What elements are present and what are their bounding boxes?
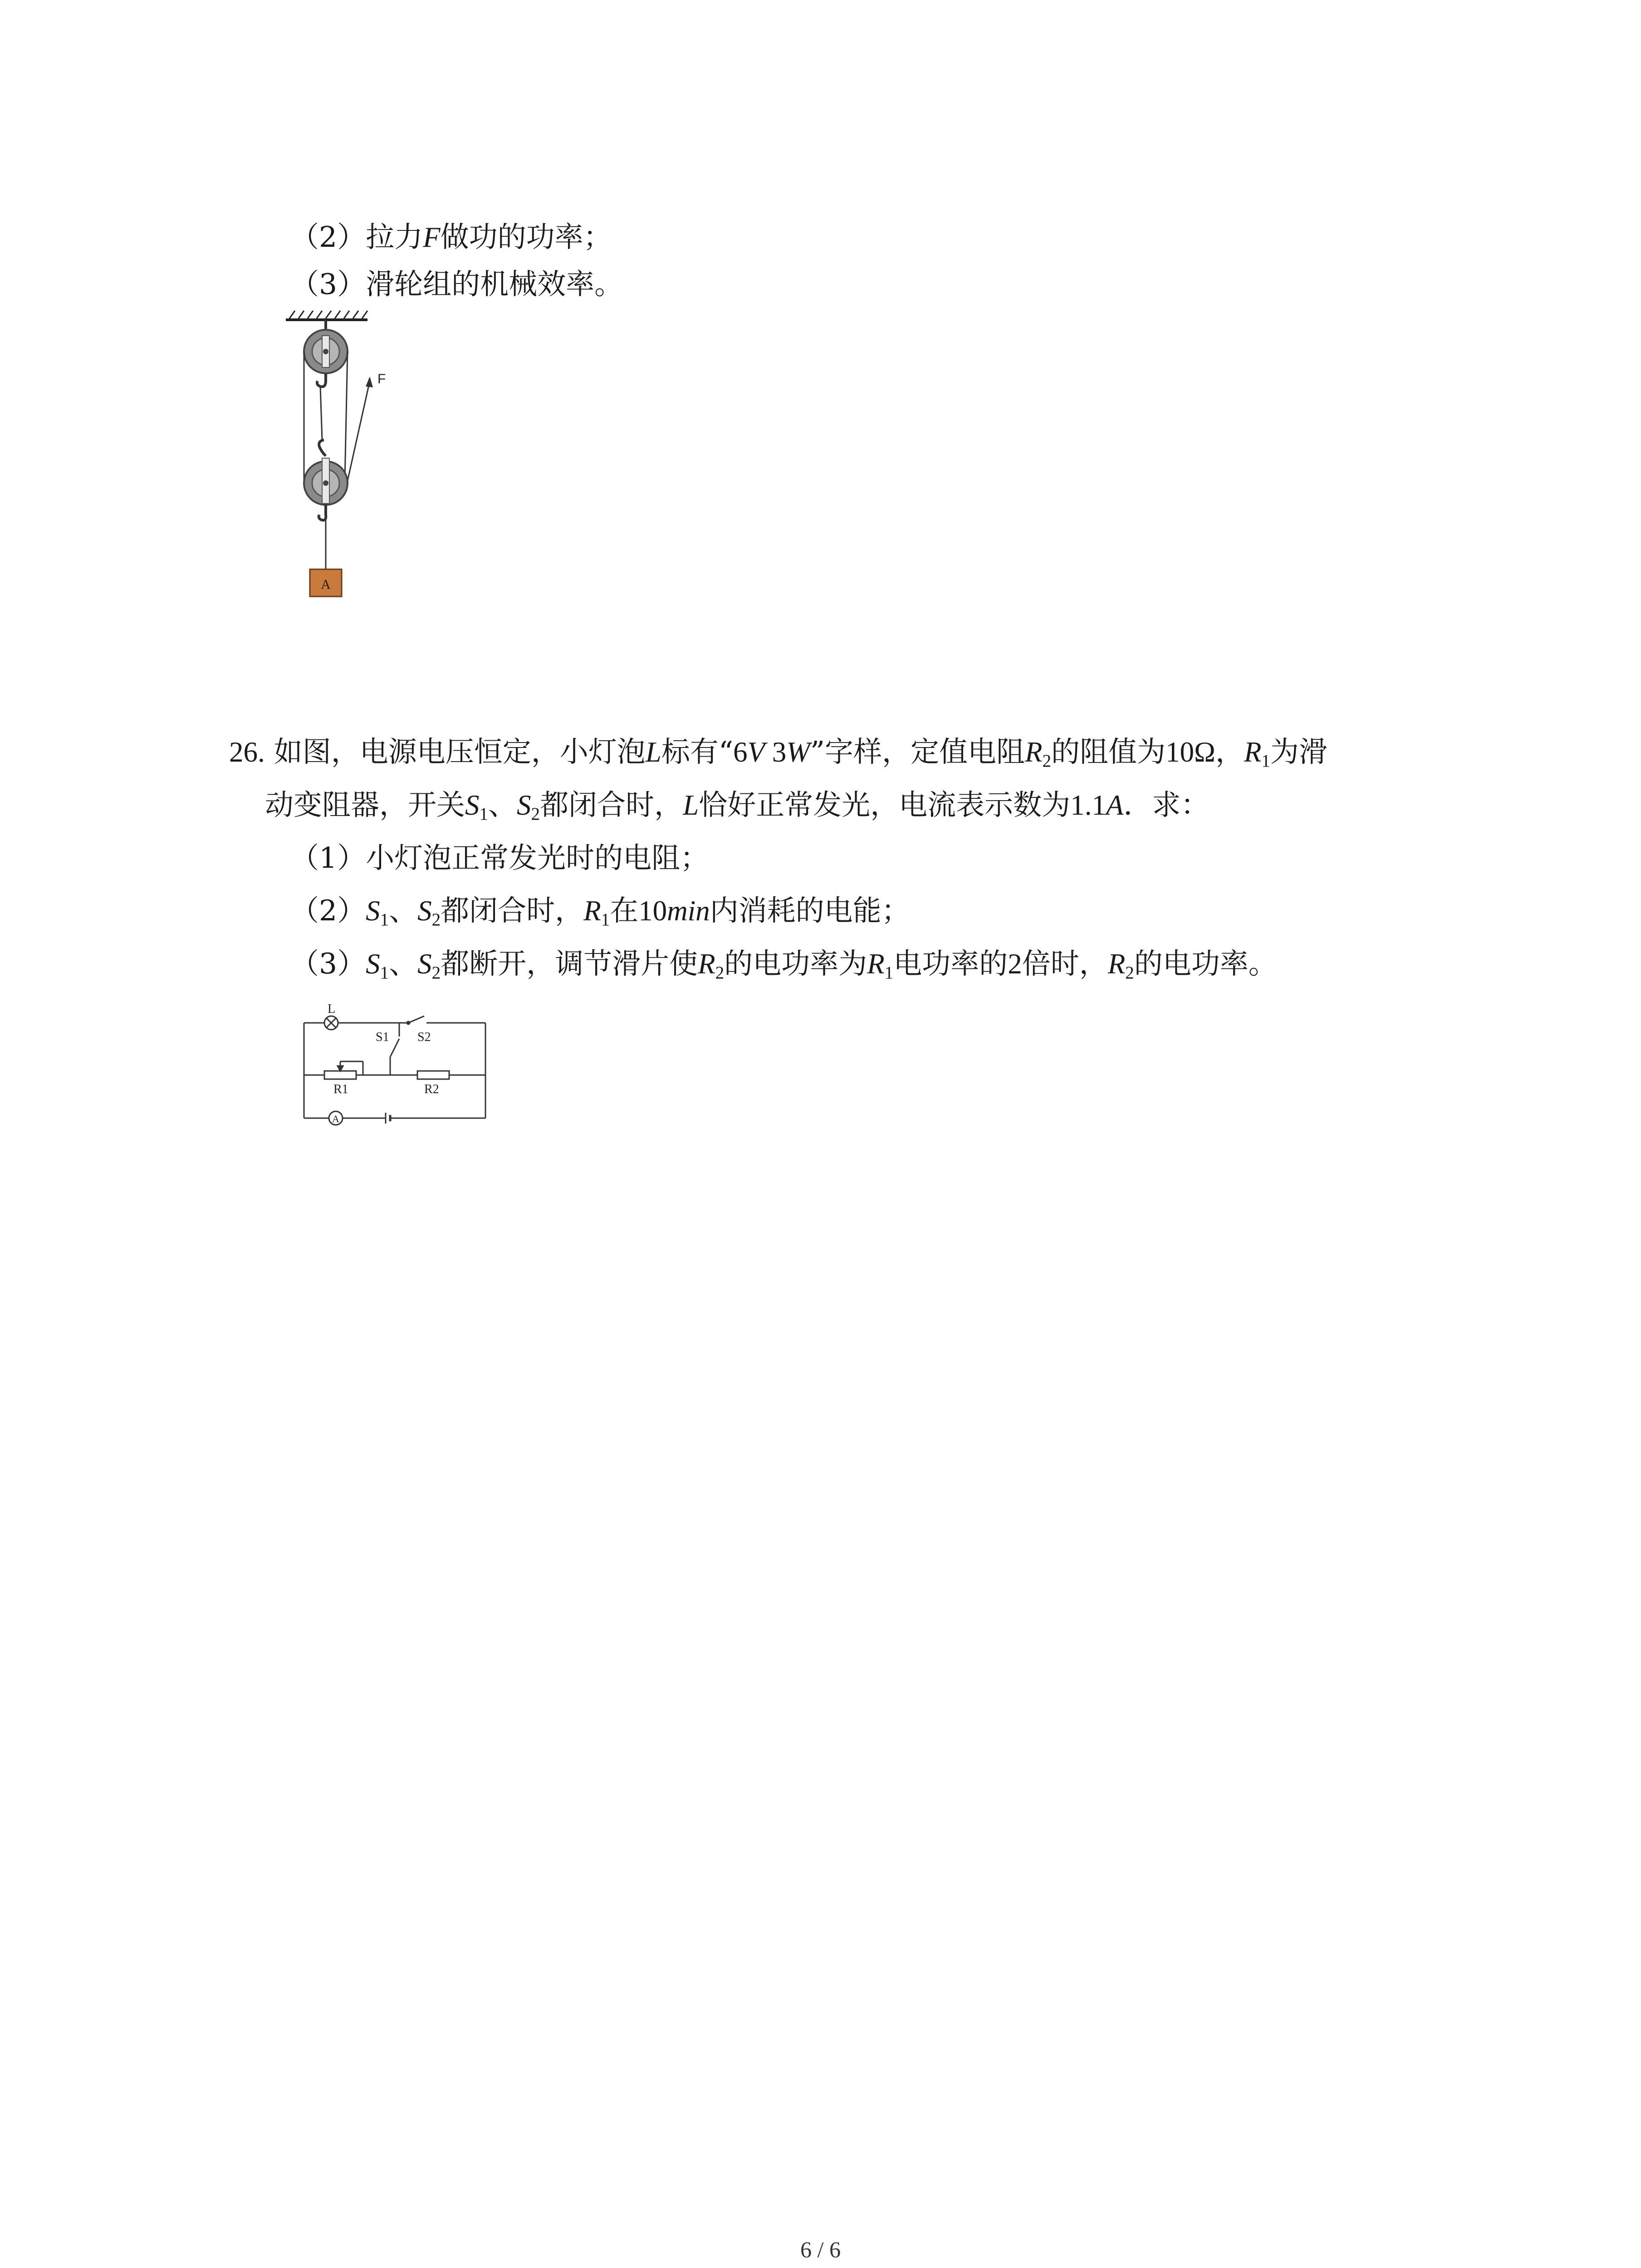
pulley-figure (277, 308, 395, 599)
q26-sub3: $(3)S_1$、$S_2$都断开，调节滑片使$R_2$的电功率为$R_1$电功率的2倍时，$R_2$的电功率。 (290, 947, 1277, 982)
q25-sub3: （3）滑轮组的机械效率。 (290, 268, 623, 301)
page-number: 6 / 6 (800, 2237, 841, 2262)
block-label: A (321, 577, 331, 592)
lamp-label: L (328, 1002, 336, 1016)
ammeter-label: A (332, 1113, 339, 1124)
q26-line1: 26. 如图，电源电压恒定，小灯泡L标有“6V 3W”字样，定值电阻$R_2$的阻值为10Ω，$R_1$为滑 (229, 735, 1327, 771)
q26-line2: 动变阻器，开关$S_1$、$S_2$都闭合时，L恰好正常发光，电流表示数为1.1A．求： (265, 788, 1210, 824)
s2-label: S2 (417, 1030, 431, 1044)
q26-sub1: （1）小灯泡正常发光时的电阻； (290, 841, 709, 875)
s1-label: S1 (376, 1030, 389, 1044)
q26-sub2: $(2)S_1$、$S_2$都闭合时，$R_1$在10min内消耗的电能； (290, 894, 910, 929)
force-label: F (377, 371, 386, 386)
r1-label: R1 (333, 1082, 348, 1096)
circuit-figure (295, 996, 495, 1141)
q25-sub2: （2）拉力F做功的功率； (290, 220, 612, 254)
r2-label: R2 (424, 1082, 439, 1096)
